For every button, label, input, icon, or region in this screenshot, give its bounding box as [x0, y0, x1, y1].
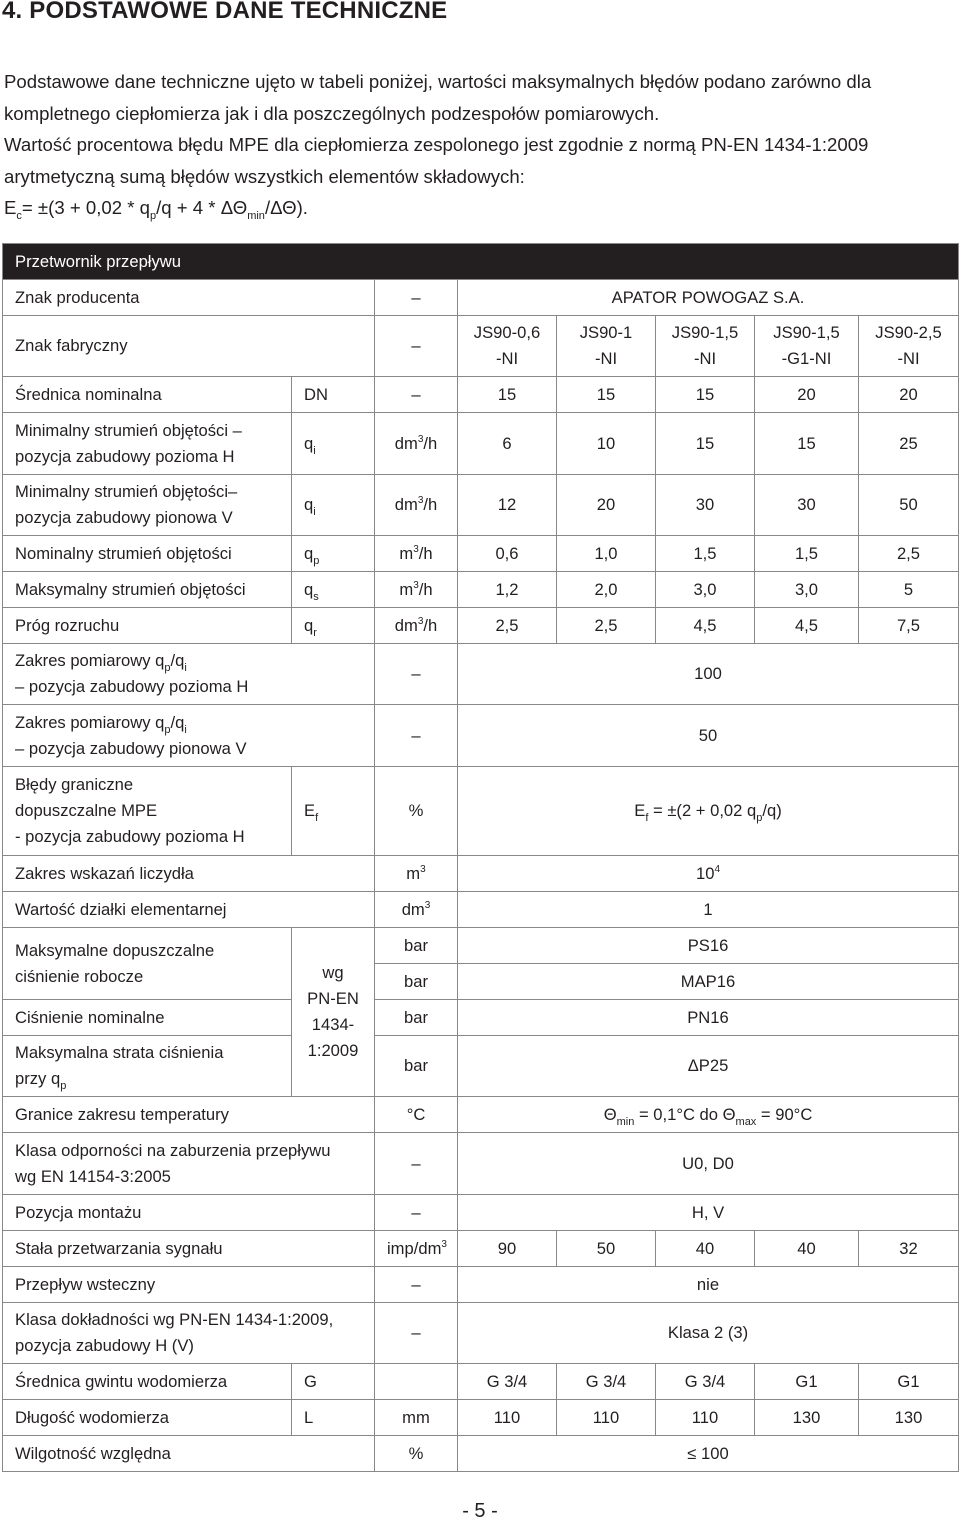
table-row-manufacturer: Znak producenta – APATOR POWOGAZ S.A. [3, 280, 959, 316]
mpe-formula: $E_c= \pm(3 + 0,02 * q_p/q + 4 * \Delta\Theta_{min}/\Delta\Theta)$. [4, 197, 308, 222]
table-row-pulse-constant: Stała przetwarzania sygnału imp/$dm^3$ 90 50 40 40 32 [3, 1231, 959, 1267]
table-row-min-flow-vertical: Minimalny strumień objętości– pozycja zabudowy pionowa V $q_i$ $dm^3/h$ 12 20 30 30 50 [3, 475, 959, 536]
table-row-max-flow: Maksymalny strumień objętości $q_s$ $m^3/h$ 1,2 2,0 3,0 3,0 5 [3, 572, 959, 608]
table-row-starting-flow: Próg rozruchu $q_r$ $dm^3/h$ 2,5 2,5 4,5 4,5 7,5 [3, 608, 959, 644]
table-row-range-horizontal: Zakres pomiarowy $q_p/q_i$ – pozycja zabudowy pozioma H – 100 [3, 644, 959, 705]
table-row-nominal-diameter: Średnica nominalna DN – 15 15 15 20 20 [3, 377, 959, 413]
table-row-temperature-range: Granice zakresu temperatury °C $\Theta_{min} = 0,1^\circ C$ do $\Theta_{max} = 90^\circ C$ [3, 1097, 959, 1133]
table-row-accuracy-class: Klasa dokładności wg PN-EN 1434-1:2009, pozycja zabudowy H (V) – Klasa 2 (3) [3, 1303, 959, 1364]
table-row-nominal-pressure: Ciśnienie nominalne bar PN16 [3, 1000, 959, 1036]
table-row-pressure-loss: Maksymalna strata ciśnienia przy $q_p$ bar ΔP25 [3, 1036, 959, 1097]
table-row-meter-length: Długość wodomierza L mm 110 110 110 130 130 [3, 1400, 959, 1436]
table-row-mpe: Błędy graniczne dopuszczalne MPE - pozycja zabudowy pozioma H $E_f$ % $E_f = \pm(2 + 0,02$ $q_p/q$) [3, 767, 959, 856]
technical-data-table [2, 243, 959, 1472]
table-row-scale-division: Wartość działki elementarnej $dm^3$ 1 [3, 892, 959, 928]
intro-paragraph-2: Wartość procentowa błędu MPE dla ciepłomierza zespolonego jest zgodnie z normą PN-EN 1434-1:2009 arytmetyczną sumą błędów wszystkich elementów składowych: [4, 134, 869, 187]
table-row-min-flow-horizontal: Minimalny strumień objętości – pozycja zabudowy pozioma H $q_i$ $dm^3/h$ 6 10 15 15 25 [3, 413, 959, 475]
table-row-thread-diameter: Średnica gwintu wodomierza G G 3/4 G 3/4 G 3/4 G1 G1 [3, 1364, 959, 1400]
table-row-max-pressure-map: bar MAP16 [3, 964, 959, 1000]
table-row-humidity: Wilgotność względna % ≤ 100 [3, 1436, 959, 1472]
table-row-nominal-flow: Nominalny strumień objętości $q_p$ $m^3/h$ 0,6 1,0 1,5 1,5 2,5 [3, 536, 959, 572]
intro-paragraph-1: Podstawowe dane techniczne ujęto w tabeli poniżej, wartości maksymalnych błędów podano zarówno dla kompletnego ciepłomierza jak i dla poszczególnych podzespołów pomiarowych. [4, 71, 872, 124]
table-row-max-pressure: Maksymalne dopuszczalne ciśnienie robocze wg PN-EN 1434- 1:2009 bar PS16 [3, 928, 959, 964]
section-heading: 4. PODSTAWOWE DANE TECHNICZNE [2, 0, 448, 24]
table-row-range-vertical: Zakres pomiarowy $q_p/q_i$ – pozycja zabudowy pionowa V – 50 [3, 705, 959, 767]
table-row-mounting-position: Pozycja montażu – H, V [3, 1195, 959, 1231]
pressure-standard: wg PN-EN 1434- 1:2009 [292, 928, 375, 1097]
table-row-model: Znak fabryczny – JS90-0,6 -NI JS90-1 -NI JS90-1,5 -NI JS90-1,5 -G1-NI JS90-2,5 -NI [3, 316, 959, 377]
table-row-display-range: Zakres wskazań liczydła $m^3$ $10^4$ [3, 856, 959, 892]
table-row-environment-class: Klasa odporności na zaburzenia przepływu wg EN 14154-3:2005 – U0, D0 [3, 1133, 959, 1195]
table-row-reverse-flow: Przepływ wsteczny – nie [3, 1267, 959, 1303]
intro-text [4, 66, 956, 224]
page-number: - 5 - [462, 1500, 498, 1522]
table-section-header: Przetwornik przepływu [3, 244, 959, 280]
